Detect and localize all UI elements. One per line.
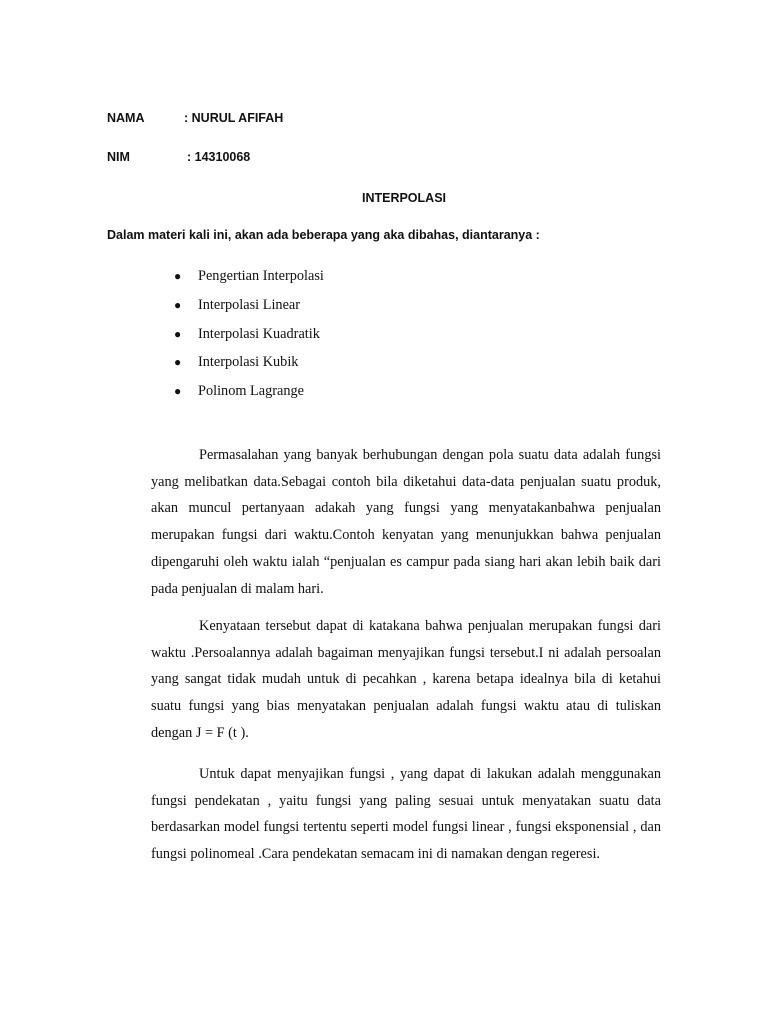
list-item	[174, 266, 324, 295]
list-item	[174, 295, 324, 324]
nim-row	[107, 150, 251, 164]
topic-label: Polinom Lagrange	[198, 383, 305, 400]
list-item	[174, 352, 324, 381]
nim-label: NIM	[107, 150, 130, 164]
body-paragraph: Kenyataan tersebut dapat di katakana bahwa penjualan merupakan fungsi dari waktu .Persoalannya adalah bagaiman menyajikan fungsi tersebut.I ni adalah persoalan yang sangat tidak mudah untuk di pecahkan , karena betapa idealnya bila di ketahui suatu fungsi yang bias menyatakan penjualan adalah fungsi waktu atau di tuliskan dengan J = F (t ).	[151, 618, 661, 741]
topic-label: Interpolasi Kubik	[198, 354, 299, 371]
name-value: : NURUL AFIFAH	[184, 111, 284, 125]
bullet-icon: ●	[174, 297, 182, 312]
topic-label: Pengertian Interpolasi	[198, 268, 324, 284]
list-item	[174, 381, 324, 410]
bullet-icon: ●	[174, 384, 182, 399]
body-paragraph: Permasalahan yang banyak berhubungan dengan pola suatu data adalah fungsi yang melibatkan data.Sebagai contoh bila diketahui data-data penjualan suatu produk, akan muncul pertanyaan adakah yang fungsi yang menyatakanbahwa penjualan merupakan fungsi dari waktu.Contoh kenyatan yang menunjukkan bahwa penjualan dipengaruhi oleh waktu ialah “penjualan es campur pada siang hari akan lebih baik dari pada penjualan di malam hari.	[151, 447, 661, 597]
document-title: INTERPOLASI	[361, 191, 447, 205]
nim-value: : 14310068	[187, 150, 251, 164]
bullet-icon: ●	[174, 269, 182, 283]
topic-label: Interpolasi Linear	[198, 296, 301, 313]
topic-list	[174, 266, 324, 410]
list-item	[174, 324, 324, 353]
bullet-icon: ●	[174, 326, 182, 341]
intro-text: Dalam materi kali ini, akan ada beberapa yang aka dibahas, diantaranya :	[107, 228, 540, 242]
name-label: NAMA	[107, 111, 145, 125]
name-row	[107, 111, 284, 125]
body-paragraph: Untuk dapat menyajikan fungsi , yang dapat di lakukan adalah menggunakan fungsi pendekatan , yaitu fungsi yang paling sesuai untuk menyatakan suatu data berdasarkan model fungsi tertentu seperti model fungsi linear , fungsi eksponensial , dan fungsi polinomeal .Cara pendekatan semacam ini di namakan dengan regeresi.	[151, 766, 661, 863]
bullet-icon: ●	[174, 355, 182, 370]
topic-label: Interpolasi Kuadratik	[198, 325, 320, 342]
